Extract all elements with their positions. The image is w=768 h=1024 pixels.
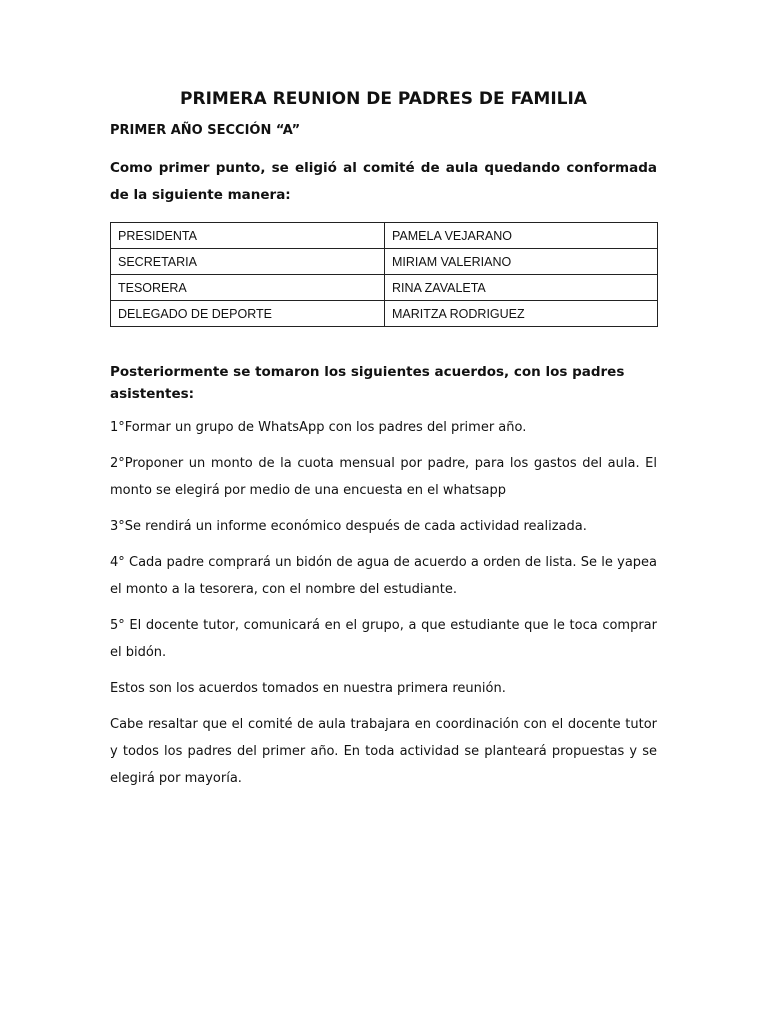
agreement-item-5: 5° El docente tutor, comunicará en el grupo, a que estudiante que le toca comprar el bidón. (110, 618, 657, 660)
committee-role: PRESIDENTA (111, 223, 385, 249)
committee-member: RINA ZAVALETA (385, 275, 658, 301)
committee-member: PAMELA VEJARANO (385, 223, 658, 249)
agreement-item-3: 3°Se rendirá un informe económico después de cada actividad realizada. (110, 519, 587, 534)
intro-paragraph: Como primer punto, se eligió al comité de aula quedando conformada de la siguiente manera: (110, 160, 657, 203)
document-page (110, 86, 657, 792)
committee-role: DELEGADO DE DEPORTE (111, 301, 385, 327)
agreements-heading: Posteriormente se tomaron los siguientes acuerdos, con los padres asistentes: (110, 364, 625, 402)
closing-paragraph-2: Cabe resaltar que el comité de aula trabajara en coordinación con el docente tutor y todos los padres del primer año. En toda actividad se planteará propuestas y se elegirá por mayoría. (110, 717, 657, 786)
committee-table (110, 222, 658, 327)
document-title: PRIMERA REUNION DE PADRES DE FAMILIA (180, 89, 587, 109)
agreement-item-4: 4° Cada padre comprará un bidón de agua de acuerdo a orden de lista. Se le yapea el monto a la tesorera, con el nombre del estudiante. (110, 555, 657, 597)
table-row (111, 223, 658, 249)
agreement-item-2: 2°Proponer un monto de la cuota mensual por padre, para los gastos del aula. El monto se elegirá por medio de una encuesta en el whatsapp (110, 456, 657, 498)
table-row (111, 301, 658, 327)
committee-role: SECRETARIA (111, 249, 385, 275)
closing-paragraph-1: Estos son los acuerdos tomados en nuestra primera reunión. (110, 681, 506, 696)
committee-member: MIRIAM VALERIANO (385, 249, 658, 275)
agreement-item-1: 1°Formar un grupo de WhatsApp con los padres del primer año. (110, 420, 527, 435)
committee-role: TESORERA (111, 275, 385, 301)
table-row (111, 275, 658, 301)
section-subtitle: PRIMER AÑO SECCIÓN “A” (110, 123, 301, 138)
committee-member: MARITZA RODRIGUEZ (385, 301, 658, 327)
table-row (111, 249, 658, 275)
